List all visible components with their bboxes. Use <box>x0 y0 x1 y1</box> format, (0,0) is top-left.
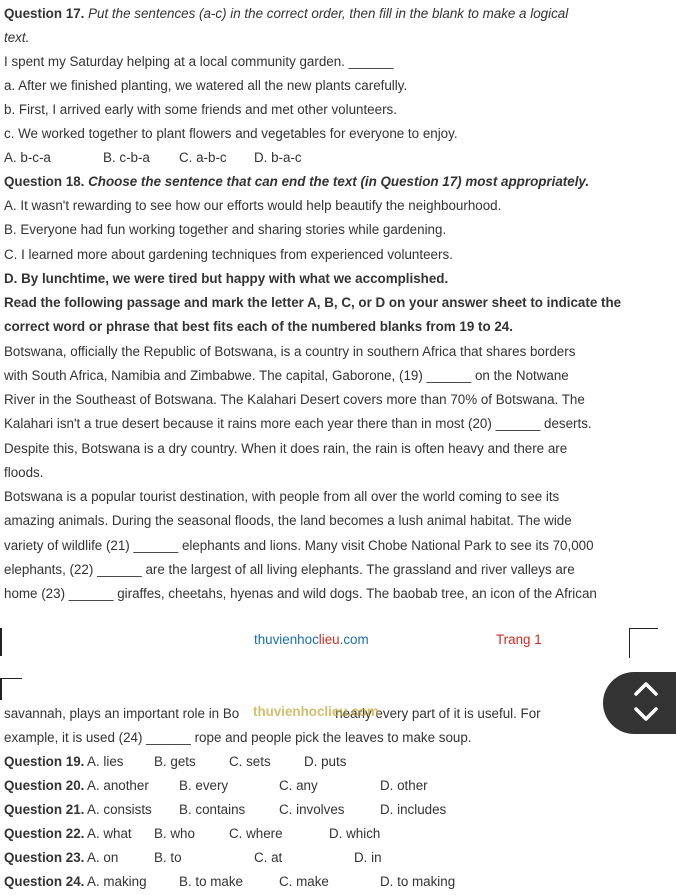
q17-sentence-a: a. After we finished planting, we watered all the new plants carefully. <box>4 78 408 93</box>
answer-option[interactable]: C. involves <box>279 802 345 817</box>
crop-mark <box>0 628 2 656</box>
question-label: Question 24. <box>4 874 85 889</box>
answer-option[interactable]: B. to <box>154 850 182 865</box>
passage-text: variety of wildlife (21) <box>4 538 130 553</box>
answer-option[interactable]: A. consists <box>87 802 152 817</box>
q18-option-a[interactable]: A. It wasn't rewarding to see how our efforts would help beautify the neighbourhood. <box>4 198 502 213</box>
answer-option[interactable]: B. who <box>154 826 195 841</box>
chevron-up-icon <box>633 678 659 700</box>
footer-site-link[interactable] <box>254 632 369 647</box>
answer-option[interactable]: C. where <box>229 826 283 841</box>
passage-line <box>4 558 642 582</box>
answer-option[interactable]: D. puts <box>304 754 347 769</box>
footer-site-highlight: lieu <box>318 632 340 647</box>
passage-text: Kalahari isn't a true desert because it rains more each year there than in most (20) <box>4 416 492 431</box>
q18-instruction-line <box>4 170 642 194</box>
passage-line <box>4 534 642 558</box>
passage-text: example, it is used (24) <box>4 730 143 745</box>
question-label: Question 19. <box>4 754 85 769</box>
passage-text: deserts. <box>544 416 592 431</box>
page-scroll-widget[interactable] <box>603 672 676 734</box>
answer-option[interactable]: C. sets <box>229 754 271 769</box>
answer-option[interactable]: A. another <box>87 778 149 793</box>
q17-lead-sentence: I spent my Saturday helping at a local community garden. ______ <box>4 54 394 69</box>
passage-line: amazing animals. During the seasonal floods, the land becomes a lush animal habitat. The wide <box>4 513 572 528</box>
passage-line: Botswana, officially the Republic of Botswana, is a country in southern Africa that shares borders <box>4 344 576 359</box>
answer-option[interactable]: B. gets <box>154 754 196 769</box>
passage-text: elephants, (22) <box>4 562 94 577</box>
scroll-up-button[interactable] <box>633 678 659 704</box>
passage-line <box>4 726 642 750</box>
answer-option[interactable]: D. to making <box>380 874 456 889</box>
answer-option[interactable]: C. make <box>279 874 329 889</box>
watermark: thuvienhoclieu.com <box>253 704 379 719</box>
passage-line <box>4 582 642 606</box>
q17-instruction-cont: text. <box>4 30 30 45</box>
question-label: Question 22. <box>4 826 85 841</box>
q17-option-a[interactable]: A. b-c-a <box>4 150 51 165</box>
question-label: Question 23. <box>4 850 85 865</box>
answer-option[interactable]: D. other <box>380 778 428 793</box>
passage-text: with South Africa, Namibia and Zimbabwe. The capital, Gaborone, (19) <box>4 368 423 383</box>
crop-mark <box>629 628 630 658</box>
answer-option[interactable]: A. on <box>87 850 119 865</box>
crop-mark <box>0 678 2 700</box>
q18-option-d[interactable]: D. By lunchtime, we were tired but happy with what we accomplished. <box>4 271 449 286</box>
blank-21: ______ <box>133 538 179 553</box>
passage-text: home (23) <box>4 586 66 601</box>
answer-option[interactable]: B. every <box>179 778 229 793</box>
answer-option[interactable]: A. what <box>87 826 132 841</box>
crop-mark <box>629 628 658 629</box>
q17-sentence-c: c. We worked together to plant flowers and vegetables for everyone to enjoy. <box>4 126 458 141</box>
answer-option[interactable]: A. making <box>87 874 147 889</box>
answer-row-21 <box>4 798 564 822</box>
answer-row-19 <box>4 750 564 774</box>
q17-sentence-b: b. First, I arrived early with some friends and met other volunteers. <box>4 102 397 117</box>
passage-text: giraffes, cheetahs, hyenas and wild dogs. The baobab tree, an icon of the African <box>117 586 597 601</box>
answer-option[interactable]: C. at <box>254 850 283 865</box>
answer-option[interactable]: C. any <box>279 778 318 793</box>
q18-option-b[interactable]: B. Everyone had fun working together and sharing stories while gardening. <box>4 222 447 237</box>
passage-text: elephants and lions. Many visit Chobe National Park to see its 70,000 <box>181 538 594 553</box>
passage-line: River in the Southeast of Botswana. The Kalahari Desert covers more than 70% of Botswana. The <box>4 392 585 407</box>
q18-option-c[interactable]: C. I learned more about gardening techniques from experienced volunteers. <box>4 247 453 262</box>
answer-option[interactable]: D. which <box>329 826 381 841</box>
q17-options <box>4 146 404 170</box>
passage-line <box>4 412 642 436</box>
page-number: Trang 1 <box>496 632 542 647</box>
crop-mark <box>0 678 22 679</box>
footer-site-pre: thuvienhoc <box>254 632 319 647</box>
q17-option-c[interactable]: C. a-b-c <box>179 150 227 165</box>
blank-22: ______ <box>97 562 142 577</box>
passage-text: nearly every part of it is useful. For <box>335 706 541 721</box>
answer-option[interactable]: B. contains <box>179 802 246 817</box>
passage-line <box>4 364 642 388</box>
answer-option[interactable]: D. includes <box>380 802 447 817</box>
footer-site-post: .com <box>339 632 369 647</box>
scroll-down-button[interactable] <box>633 703 659 729</box>
question-label: Question 20. <box>4 778 85 793</box>
passage-instruction-1: Read the following passage and mark the letter A, B, C, or D on your answer sheet to indicate the <box>4 295 622 310</box>
q17-label: Question 17. <box>4 6 85 21</box>
answer-option[interactable]: B. to make <box>179 874 244 889</box>
blank-24: ______ <box>146 730 191 745</box>
passage-line: Botswana is a popular tourist destination, with people from all over the world coming to see its <box>4 489 560 504</box>
passage-instruction-2: correct word or phrase that best fits each of the numbered blanks from 19 to 24. <box>4 319 513 334</box>
passage-line: Despite this, Botswana is a dry country. When it does rain, the rain is often heavy and there are <box>4 441 568 456</box>
question-label: Question 21. <box>4 802 85 817</box>
answer-row-20 <box>4 774 564 798</box>
passage-text: on the Notwane <box>474 368 569 383</box>
chevron-down-icon <box>633 703 659 725</box>
answer-option[interactable]: D. in <box>354 850 382 865</box>
answer-row-24 <box>4 870 564 894</box>
passage-text: rope and people pick the leaves to make soup. <box>194 730 472 745</box>
blank-20: ______ <box>495 416 541 431</box>
passage-line: floods. <box>4 465 44 480</box>
q18-instruction: Choose the sentence that can end the text (in Question 17) most appropriately. <box>88 174 590 189</box>
passage-text: are the largest of all living elephants. The grassland and river valleys are <box>145 562 575 577</box>
passage-text: savannah, plays an important role in Bo <box>4 706 240 721</box>
q17-instruction: Put the sentences (a-c) in the correct order, then fill in the blank to make a logical <box>88 6 569 21</box>
answer-row-23 <box>4 846 564 870</box>
blank-23: ______ <box>68 586 114 601</box>
q18-label: Question 18. <box>4 174 85 189</box>
answer-option[interactable]: A. lies <box>87 754 124 769</box>
q17-option-d[interactable]: D. b-a-c <box>254 150 302 165</box>
q17-instruction-line <box>4 2 642 26</box>
answer-row-22 <box>4 822 564 846</box>
q17-option-b[interactable]: B. c-b-a <box>103 150 150 165</box>
blank-19: ______ <box>426 368 472 383</box>
